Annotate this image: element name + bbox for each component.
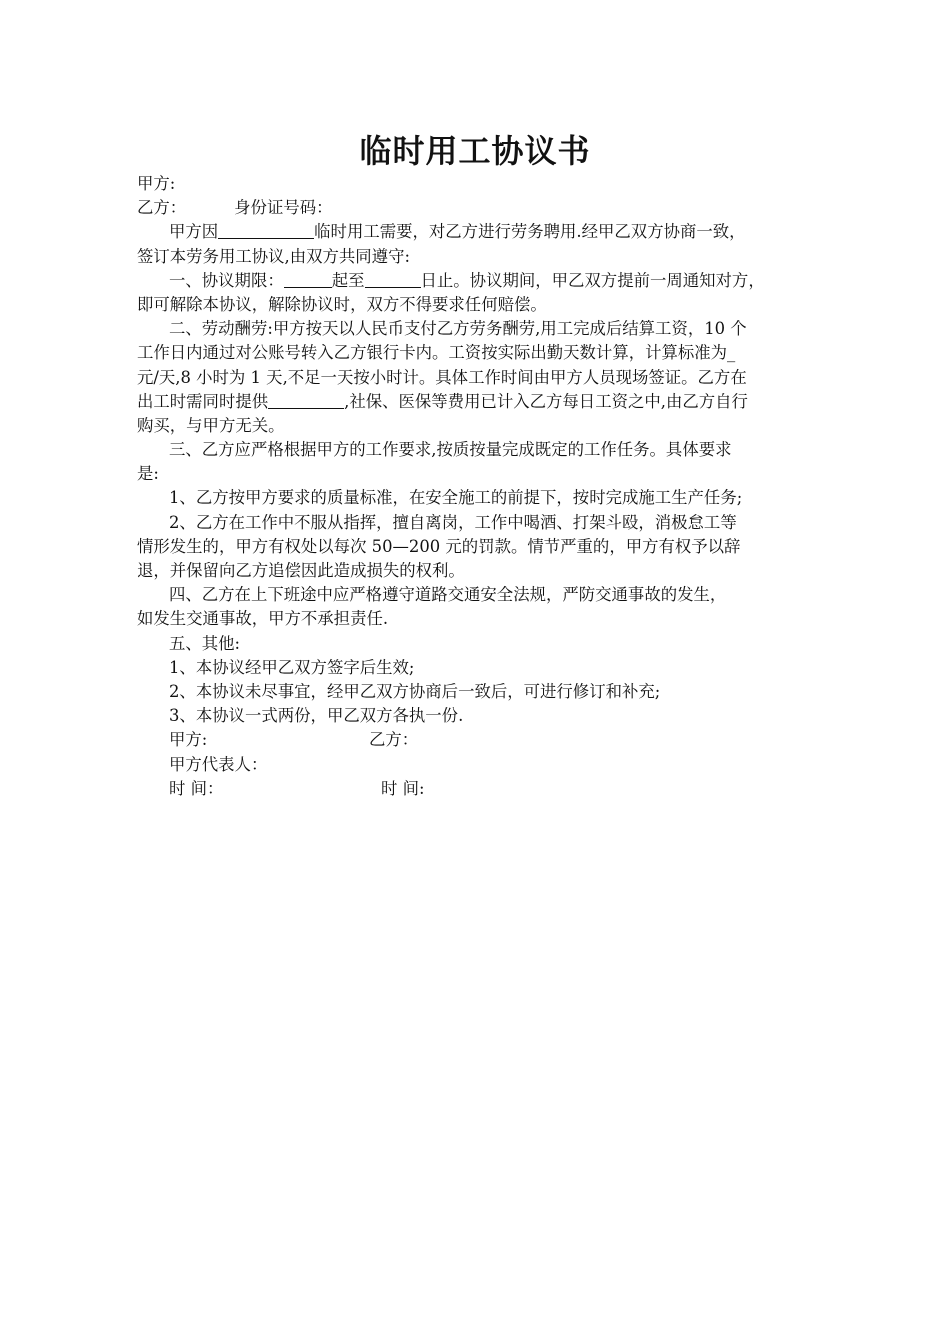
party-a-representative-label: 甲方代表人：: [169, 754, 268, 774]
preamble-line-2: 签订本劳务用工协议,由双方共同遵守:: [137, 246, 410, 266]
article-2-text: 出工时需同时提供: [137, 391, 269, 411]
article-5-item-2: 2、本协议未尽事宜，经甲乙双方协商后一致后，可进行修订和补充;: [169, 681, 661, 701]
article-3-item-2-line-2: 情形发生的，甲方有权处以每次 50—200 元的罚款。情节严重的，甲方有权予以辞: [137, 536, 741, 556]
party-b-label: 乙方：: [137, 198, 187, 218]
article-2-line-3: 元/天,8 小时为 1 天,不足一天按小时计。具体工作时间由甲方人员现场签证。乙方在: [137, 367, 747, 387]
signature-row: [137, 728, 837, 752]
provide-blank: [268, 392, 344, 409]
article-1-text: 起至: [331, 270, 365, 290]
article-1-line-2: 即可解除本协议，解除协议时，双方不得要求任何赔偿。: [137, 294, 547, 314]
document-body: [137, 172, 837, 801]
start-date-blank: [284, 271, 332, 288]
preamble-line-1: [137, 220, 837, 244]
article-3-line-2: 是:: [137, 464, 159, 484]
party-b-line: [137, 196, 837, 220]
end-date-blank: [365, 271, 421, 288]
document-title: 临时用工协议书: [359, 132, 591, 170]
time-row: [137, 777, 837, 801]
article-2-line-4: [137, 390, 837, 414]
party-b-time-label: 时 间:: [381, 778, 425, 798]
party-a-time-label: 时 间：: [169, 778, 224, 798]
article-4-line-2: 如发生交通事故，甲方不承担责任.: [137, 609, 389, 629]
article-3-line-1: 三、乙方应严格根据甲方的工作要求,按质按量完成既定的工作任务。具体要求: [169, 440, 732, 460]
article-5-item-1: 1、本协议经甲乙双方签字后生效;: [169, 657, 415, 677]
article-2-line-5: 购买，与甲方无关。: [137, 415, 285, 435]
article-2-text: ,社保、医保等费用已计入乙方每日工资之中,由乙方自行: [344, 391, 748, 411]
article-3-item-2-line-1: 2、乙方在工作中不服从指挥，擅自离岗，工作中喝酒、打架斗殴，消极怠工等: [169, 512, 737, 532]
article-1-text: 日止。协议期间，甲乙双方提前一周通知对方，: [420, 270, 765, 290]
article-3-item-2-line-3: 退，并保留向乙方追偿因此造成损失的权利。: [137, 561, 465, 580]
reason-blank: [218, 222, 314, 239]
article-3-item-1: 1、乙方按甲方要求的质量标准，在安全施工的前提下，按时完成施工生产任务;: [169, 488, 743, 508]
article-1-line-1: [137, 269, 837, 293]
party-b-signature-label: 乙方：: [369, 730, 419, 750]
preamble-text: 甲方因: [169, 222, 219, 242]
party-a-line: 甲方:: [137, 174, 176, 193]
article-5-heading: 五、其他:: [169, 633, 241, 653]
article-2-line-2: 工作日内通过对公账号转入乙方银行卡内。工资按实际出勤天数计算，计算标准为_: [137, 343, 736, 363]
party-a-signature-label: 甲方:: [169, 730, 208, 750]
article-4-line-1: 四、乙方在上下班途中应严格遵守道路交通安全法规，严防交通事故的发生，: [169, 585, 727, 605]
article-5-item-3: 3、本协议一式两份，甲乙双方各执一份.: [169, 706, 464, 726]
article-1-text: 一、协议期限：: [169, 270, 284, 290]
preamble-text: 临时用工需要，对乙方进行劳务聘用.经甲乙双方协商一致，: [314, 222, 746, 242]
article-2-line-1: 二、劳动酬劳:甲方按天以人民币支付乙方劳务酬劳,用工完成后结算工资，10 个: [169, 319, 747, 339]
id-number-label: 身份证号码：: [234, 198, 333, 218]
